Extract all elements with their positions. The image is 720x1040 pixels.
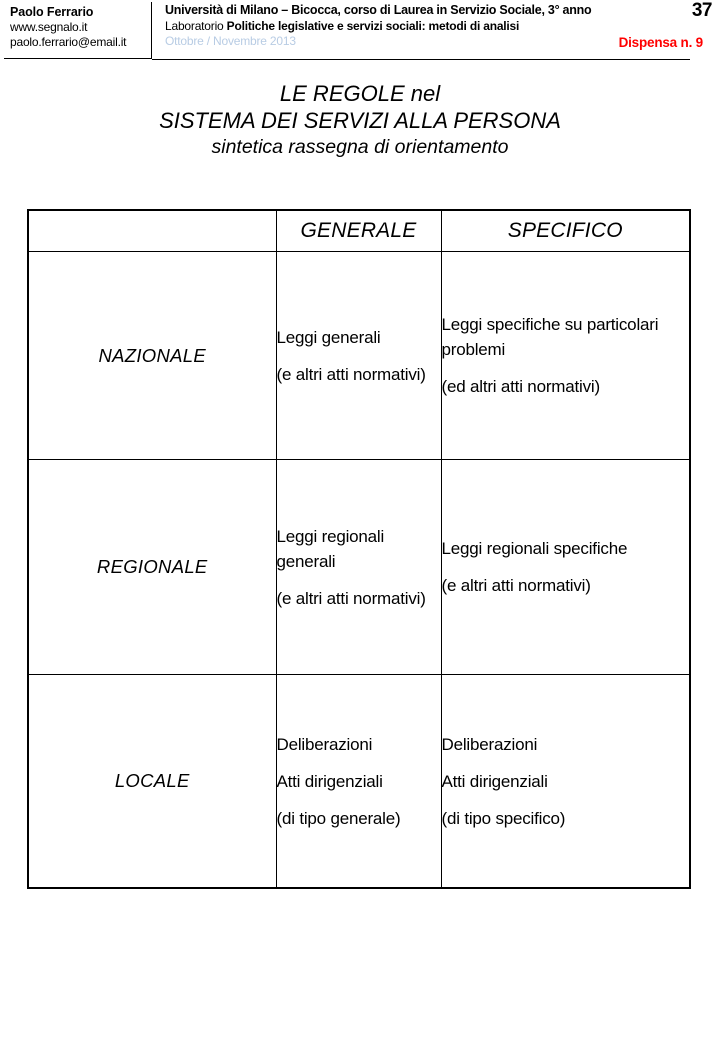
document-title [0, 80, 720, 161]
cell-paragraph: (di tipo specifico) [441, 808, 566, 828]
course-info-box [165, 2, 695, 59]
rules-table [27, 209, 691, 889]
cell-paragraph: Leggi specifiche su particolari problemi [441, 315, 659, 359]
table-header-generale: GENERALE [276, 210, 441, 252]
cell-paragraph: Leggi regionali generali [276, 526, 385, 571]
title-subtitle: sintetica rassegna di orientamento [211, 136, 509, 158]
cell-paragraph: (ed altri atti normativi) [441, 377, 600, 396]
cell-nazionale-generale [276, 252, 441, 460]
table-row [28, 460, 690, 675]
cell-paragraph: Atti dirigenziali [441, 771, 548, 791]
cell-paragraph: Deliberazioni [276, 734, 373, 754]
cell-paragraph: Atti dirigenziali [276, 771, 383, 791]
cell-paragraph: Leggi regionali specifiche [441, 539, 628, 558]
cell-locale-specifico [441, 675, 690, 889]
lab-label: Laboratorio [165, 19, 227, 33]
cell-paragraph: Leggi generali [276, 327, 381, 347]
author-email: paolo.ferrario@email.it [10, 35, 127, 49]
cell-regionale-specifico [441, 460, 690, 675]
table-row [28, 675, 690, 889]
row-label-nazionale: NAZIONALE [28, 252, 276, 460]
cell-paragraph: Deliberazioni [441, 734, 538, 754]
cell-paragraph: (e altri atti normativi) [441, 576, 591, 595]
row-label-locale: LOCALE [28, 675, 276, 889]
dispensa-label: Dispensa n. 9 [618, 35, 703, 50]
table-header-blank-cell [28, 210, 276, 252]
cell-nazionale-specifico [441, 252, 690, 460]
cell-locale-generale [276, 675, 441, 889]
title-line-2: SISTEMA DEI SERVIZI ALLA PERSONA [159, 108, 561, 133]
lab-title-line [165, 18, 695, 34]
table-header-row [28, 210, 690, 252]
cell-paragraph: (e altri atti normativi) [276, 588, 426, 608]
author-name: Paolo Ferrario [10, 5, 94, 19]
page-header [0, 0, 720, 62]
course-title: Università di Milano – Bicocca, corso di Laurea in Servizio Sociale, 3° anno [165, 3, 592, 17]
table-header-specifico: SPECIFICO [441, 210, 690, 252]
header-divider-rule [152, 59, 690, 60]
course-date: Ottobre / Novembre 2013 [165, 34, 296, 48]
cell-paragraph: (di tipo generale) [276, 808, 401, 828]
author-info-box [4, 2, 152, 59]
page-number: 37 [691, 0, 712, 21]
row-label-regionale: REGIONALE [28, 460, 276, 675]
title-line-1: LE REGOLE nel [279, 81, 441, 106]
cell-regionale-generale [276, 460, 441, 675]
lab-name: Politiche legislative e servizi sociali: metodi di analisi [226, 19, 520, 33]
table-row [28, 252, 690, 460]
cell-paragraph: (e altri atti normativi) [276, 364, 426, 384]
author-website: www.segnalo.it [10, 20, 88, 34]
